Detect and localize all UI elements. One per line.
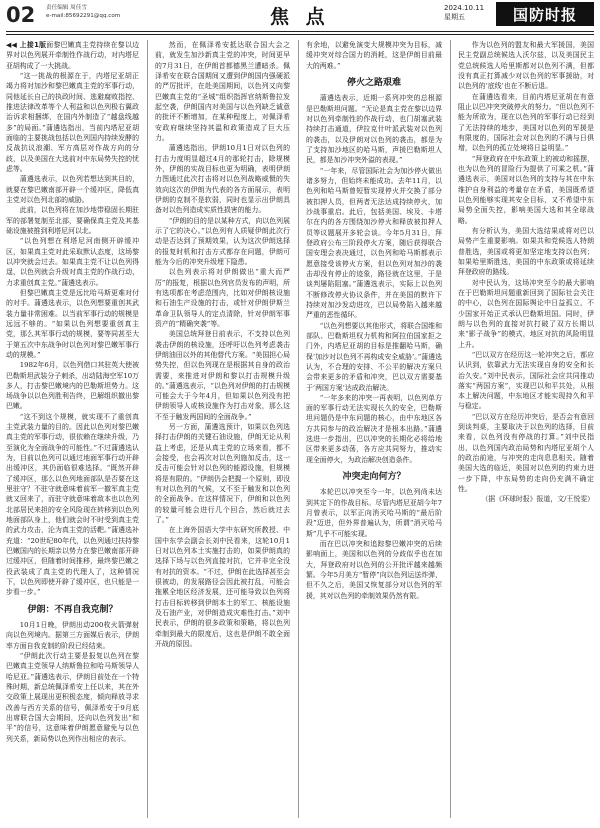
email-line: e-mail:85692291@qq.com xyxy=(46,13,121,19)
article-paragraph: “这不到这个规模，就实现不了重创真主党武装力量的目的。因此以色列对黎巴嫩真主党的军事行动，很依赖在继续升级，乃至演化为全面战争的可能性。”不过蒲遴选认为，目前以色列可以通过地面军事行动开辟出缓冲区，其仍面临很难选择。“既然开辟了缓冲区，那么以色列地面部队是否要在这里驻守？不驻守就意味着前军一撤军真主党就又回来了，而驻守就意味着敌本也以色列北部居民来担的安全风险现在转移到以色列地面部队身上，他们就会时不时受到真主党的武力攻击，沦为真主党的活靶。”蒲遴选补充道：“20世纪80年代，以色列通过扶持黎巴嫩国内的长期亲以势力在黎巴嫩南部开辟过缓冲区，但随着时间推移，最终黎巴嫩之役武装成了真主党的代理人了，这种情况下，以色列即使开辟了缓冲区，也只能是一步看一步。” xyxy=(6,412,139,597)
article-paragraph: “以色列想要以其他形式，将联合国维和部队、巴勒斯坦权力机构和阿拉伯国家拒之门外，内塔尼亚胡的目标是推翻哈马斯，确保‘加沙对以色列不再构成安全威胁’。”蒲遴选认为，不合理的安排、不公平的解决方案只会带来更多的矛盾和冲突，巴以双方需要基于‘两国方案’达成政治解决。 xyxy=(306,321,442,392)
article-column-3 xyxy=(306,40,442,818)
article-paragraph: 作为以色列的盟友和最大军援国，美国民主党副总统候选人沃尔兹，以及美国民主党总统候选人哈里斯都对以色列不满，但都没有真正打算减少对以色列的军事援助，对以色列的‘底线’也在不断后退。 xyxy=(458,41,594,91)
article-paragraph: “一年多来的冲突一再表明，以色列单方面的军事行动无法实现长久的安全，巴勒斯坦问题仍是中东问题的核心，由中东地区各方共同参与的政治解决才是根本出路。”蒲遴选进一步指出，巴以冲突的长期化必将给地区带来更多动荡，各方应共同努力，推动实现全面停火，为政治解决创造条件。 xyxy=(306,393,442,464)
article-paragraph: “巴以双方在经历这一轮冲突之后，都应认识到，依靠武力无法实现自身的安全和长治久安。”刘中民表示，国际社会应共同推动落实“两国方案”，实现巴以和平共处，从根本上解决问题，中东地区才能实现持久和平与稳定。 xyxy=(458,350,594,411)
article-paragraph: 在蒲遴选看来，目前内塔尼亚胡在有意阻止以巴冲突突破停火的努力。“但以色列不能为所欲为，现在以色列的军事行动已经到了无法持续的地步，美国对以色列的军援是有限度的，国际社会对以色列的不满与日俱增，以色列的孤立处境将日益明显。” xyxy=(458,92,594,153)
article-paragraph: “伊朗的目的是以某种方式，向以色列展示了它的决心。”以色列有人质疑伊朗此次行动是否达到了预期效果，认为这次伊朗选择的报复时机和打击方式都存在问题，伊朗可能为今后的冲突升级埋下隐患。 xyxy=(155,216,290,266)
issue-date xyxy=(444,4,484,22)
article-paragraph: 但黎巴嫩真主党是远比哈马斯更难对付的对手。蒲遴选表示，以色列想要重创其武装力量非常困难。以当前军事行动的规模是远远不够的。“如果以色列想要重创真主党，那么其军事行动的规模，要等同甚至大于第五次中东战争时以色列对黎巴嫩军事行动的规模。” xyxy=(6,288,139,359)
article-paragraph: 面黎巴嫩真主党持续在黎以边界对以色列展开牵制性作战行动，对内塔尼亚胡构成了一大挑战。 xyxy=(6,41,139,70)
subheading: 停火之路艰难 xyxy=(346,77,401,88)
article-paragraph: 有余地，以避免演变大规模冲突为目标，减缓冲突对综合国力的消耗，这是伊朗目前最大的两难。” xyxy=(306,41,442,70)
article-column-1 xyxy=(6,40,139,818)
article-paragraph: 以色列表示将对伊朗做出“重大而严厉”的报复，根据以色列官员发布的声明，所有选项都在考虑范围内，比如对伊朗核设施和石油生产设施的打击，或针对伊朗伊斯兰革命卫队领导人的定点清除，针对伊朗军事资产的“精确突袭”等。 xyxy=(155,268,290,328)
article-paragraph: 1982年6月，以色列借口其驻英大使被巴勒斯坦武装分子刺杀，出动陆海空军10万多人，打击黎巴嫩境内的巴勒斯坦势力。这场战争以以色列胜利告终，巴解组织撤出黎巴嫩。 xyxy=(6,361,139,411)
column-divider xyxy=(147,40,148,818)
article-credit: （据《环球时报》报道，文/王悦雯） xyxy=(481,495,594,504)
page-header xyxy=(0,0,600,30)
column-divider xyxy=(450,40,451,818)
article-paragraph: 在上海外国语大学中东研究所教授、中国中东学会副会长刘中民看来，这轮10月1日对以色列本土实施打击的，如果伊朗真的选择下场与以色列直接对抗，它并非完全没有对抗的资本。“不过，伊朗在此选择甚至会很被动，的发展路径会因此被打乱，可能会拖累全地区经济发展，还可能导致以色列将打击目标转移到伊朗本土的军工、核能设施及石油产业，对伊朗造成灾难性打击。”刘中民表示，伊朗的很多政策和策略，将以色列牵制到最大的限度后，这也是伊朗不敢全面开战的原因。 xyxy=(155,526,290,649)
article-paragraph: 对中民认为，这场冲突至今的最大影响在于巴勒斯坦问题重新回到了国际社会关注的中心，以色列在国际舆论中日益孤立，不少国家开始正式承认巴勒斯坦国。同时，伊朗与以色列的直接对抗打破了双方长期以来“影子战争”的模式，地区对抗的风险明显上升。 xyxy=(458,278,594,349)
page-number: 02 xyxy=(6,3,36,27)
article-paragraph: 蒲遴选表示，以色列若想达到其目的，就要在黎巴嫩南部开辟一个缓冲区，降低真主党对以色列北部的威胁。 xyxy=(6,175,139,204)
header-rule-thin xyxy=(6,34,594,35)
article-paragraph: 蒲遴选表示，近期一系列冲突的总根源是巴勒斯坦问题。“无论是真主党在黎以边界对以色列牵制性的作战行动，也门胡塞武装持续打击通道，伊拉克什叶派武装对以色列的袭击，以及伊朗对以色列的袭击，都是为了支持加沙地区的哈马斯，声援巴勒斯坦人民，都是加沙冲突外溢的表现。” xyxy=(306,94,442,165)
article-paragraph: 蒲遴选指出，伊朗10月1日对以色列的打击力度明显超过4月的那轮打击，除规模外，伊朗的实战目标也更为明确，表明伊朗力图通过此次打击将对以色列战略威慑的失效向这次的伊朗为代表的各方面展示，表明伊朗的克制不是软弱，同时也显示出伊朗具备对以色列造成实质性损害的能力。 xyxy=(155,144,290,215)
date-line: 2024.10.11 xyxy=(444,4,485,12)
article-paragraph: 有分析认为，美国大选结果或将对巴以局势产生重要影响。如果共和党候选人特朗普胜选，美国或将更加坚定地支持以色列；如果哈里斯胜选，美国的中东政策或将延续拜登政府的路线。 xyxy=(458,226,594,277)
masthead-logo: 国防时报 xyxy=(496,2,594,26)
article-paragraph: “以色列想在利塔尼河南侧开辟缓冲区，如果真主党对此采取默认态度，这场黎以冲突就会过去。如果真主党不让以色列得逞，以色列就会升级对真主党的作战行动，力求重创真主党。”蒲遴选表示。 xyxy=(6,237,139,287)
editor-info xyxy=(46,4,120,20)
article-paragraph: “这一挑战的根源在于，内塔尼亚胡正竭力将对加沙和黎巴嫩真主党的军事行动，同他延长自己的执政时间、逃避腐败指控、推进法律改革等个人利益和以色列极右翼政治诉求相捆绑，在国内外制造了“越盘线越多”的局面。”蒲遴选指出，当前内塔尼亚胡面临的主要挑战包括以色列国内持续发酵的反战抗议浪潮、军方高层对作战方向的分歧，以及美国在大选前对中东局势失控的忧虑等。 xyxy=(6,71,139,173)
article-column-2 xyxy=(155,40,290,818)
article-paragraph: 然而，在佩泽希安抵达联合国大会之前，就发生加沙新真主党的冲突，时间更早的7月31日，在伊朗首都德黑兰遭暗杀。佩泽希安在联合国期间又遭到伊朗国内强硬派的严厉批评，在赴美国期间，以色列又向黎巴嫩真主党的“圣城”组织指挥官纳斯鲁拉发起空袭，伊朗国内对美国与以色列缺乏诚意的批评不断增加，在某种程度上，对佩泽希安政府继续坚持其温和政策造成了巨大压力。 xyxy=(155,41,290,142)
weekday: 星期五 xyxy=(444,13,465,21)
article-paragraph: “伊朗此次行动主要是报复以色列在黎巴嫩真主党领导人纳斯鲁拉和哈马斯领导人哈尼亚。”蒲遴选表示，伊朗目前处在一个特殊时期，新总统佩泽希安上任以来，其在外交政策上展现出更积极态度，倾向释放寻求改善与西方关系的信号，佩泽希安于9月底出席联合国大会期间，还向以色列发出“和平”的信号，这意味着伊朗愿意避免与以色列关系，新局势以色列作出相应的表示。 xyxy=(6,652,139,743)
header-rule xyxy=(6,31,594,32)
article-paragraph: “一年来，尽管国际社会为加沙停火做出诸多努力，但始终未能成功。去年11月，以色列和哈马斯曾短暂实现停火并交换了部分被扣押人员，但两者无法达成持续停火，加沙战事重启。此后，包括美国、埃及、卡塔尔在内的各方围绕加沙停火和释放被扣押人员等议题展开多轮会谈。今年5月31日，拜登政府公布三阶段停火方案，随后获得联合国安理会表决通过，以色列和哈马斯都表示愿意接受该停火方案，但以色列对加沙的袭击却没有停止的迹象，路径就在这里，于是谈判屡陷阻塞。”蒲遴选表示，实际上以色列不断修改停火协议条件，并在美国的默许下持续对加沙发动进攻，巴以局势陷入越来越严重的恶性循环。 xyxy=(306,166,442,320)
article-column-4 xyxy=(458,40,594,818)
column-divider xyxy=(298,40,299,818)
article-paragraph: 10月1日晚，伊朗出动200枚火箭弹射向以色列境内。据第三方面媒后表示，伊朗率方面自我克制的阶段已经结束。 xyxy=(6,621,139,650)
article-paragraph: 本轮巴以冲突至今一年，以色列尚未达到其定下的作战目标。尽管内塔尼亚胡今年7月曾表示，以军正向消灭哈马斯的“最后阶段”迈进，但外界普遍认为，所谓“消灭哈马斯”几乎不可能实现。 xyxy=(306,488,442,538)
continued-byline: ◀◀ 上接1版 xyxy=(6,41,47,49)
section-title: 焦 点 xyxy=(270,6,330,28)
article-paragraph: 美国总统拜登日前表示，不支持以色列袭击伊朗的核设施，还呼吁以色列考虑袭击伊朗油田以外的其他替代方案。“美国担心局势失控，但以色列现在是根据其自身的政治需要，来推进对伊朗和黎以打击规模升级的。”蒲遴选表示，“以色列对伊朗的打击规模可能会大于今年4月，但如果以色列没有把伊朗领导人或核设施作为打击对象，那么这不至于触发两国间的全面战争。” xyxy=(155,330,290,421)
subheading: 冲突走向何方？ xyxy=(342,472,406,483)
editor-line: 责任编辑 周佳雪 xyxy=(46,5,87,11)
article-paragraph: “巴以双方在经历冲突后，是否会有意回到谈判桌，主要取决于以色列的选择，目前来看，以色列没有停战的打算。”刘中民指出，以色列国内政治局势和内塔尼亚胡个人的政治前途，与冲突的走向息息相关。随着美国大选的临近，美国对以色列的约束力进一步下降，中东局势的走向仍充满不确定性。 xyxy=(458,412,594,494)
article-paragraph: “拜登政府在中东政策上的被动和摇摆，也为以色列的冒险行为提供了可乘之机。”蒲遴选表示，美国对以色列的支持与其在中东维护自身利益的考量存在矛盾，美国既希望以色列能够实现其安全目标，又不希望中东局势全面失控，影响美国大选和其全球战略。 xyxy=(458,154,594,225)
subheading: 伊朗：不再自我克制？ xyxy=(27,604,118,615)
article-paragraph: 此前，以色列将在加沙地带稳固长期驻军的部署复制至北部，要确保真主党及其基础设施被推到利塔尼河以北。 xyxy=(6,206,139,235)
article-paragraph: 另一方面，蒲遴选预计，如果以色列选择打击伊朗的关键石油设施，伊朗无论从利益上考虑，还是从真主党的立场来看，都不会接受，也会再次对以色列施加反击，这一反击可能会针对以色列的能源设施，但规模将是有限的。“伊朗仍会把握一个原则，即没有对以色列的气候，又不至于触发和以色列的全面战争。在这样情况下，伊朗和以色列的较量可能会进行几个回合，然后就过去了。” xyxy=(155,423,290,525)
article-paragraph: 而在巴以冲突和追踪黎巴嫩冲突的后续影响面上，美国和以色列的分歧似乎也在加大，拜登政府对以色列的公开批评越来越频繁。今年5月美方“暂停”向以色列运送炸弹，但不久之后，美国又恢复部分对以色列的军援，其对以色列的牵制效果仍然有限。 xyxy=(306,540,442,600)
